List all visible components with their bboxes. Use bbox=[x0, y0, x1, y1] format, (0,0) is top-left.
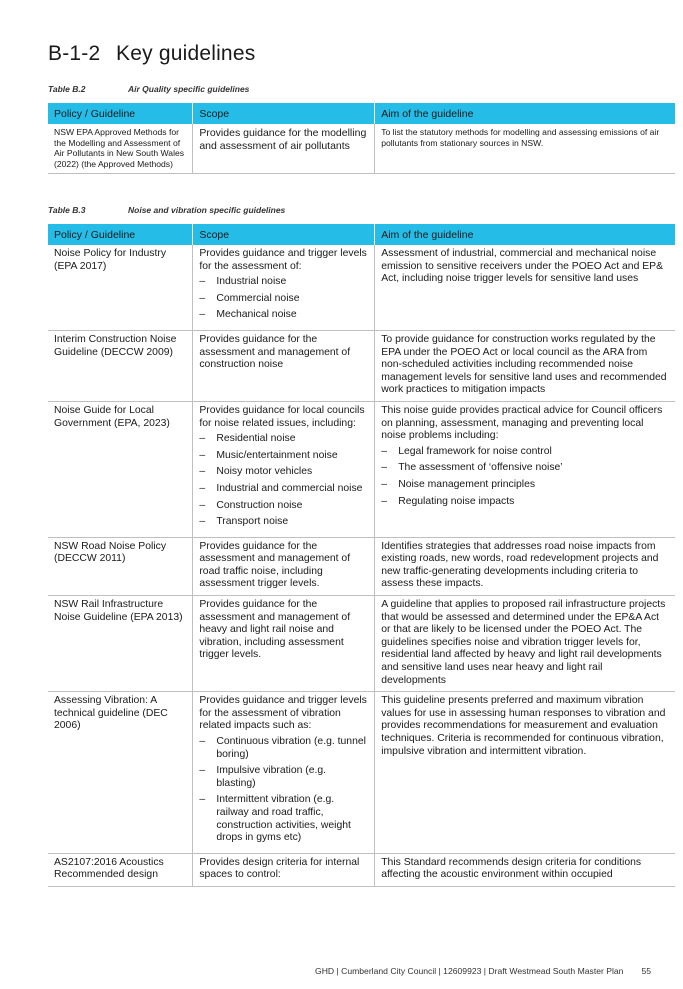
aim-cell bbox=[375, 537, 675, 595]
aim-cell-text: This Standard recommends design criteria for conditions affecting the acoustic environment within occupied bbox=[381, 856, 642, 881]
list-item: – Transport noise bbox=[199, 516, 368, 529]
list-item: – Construction noise bbox=[199, 500, 368, 513]
policy-cell bbox=[48, 853, 193, 886]
table2-caption-id: Table B.3 bbox=[48, 205, 86, 215]
policy-cell-text: NSW Road Noise Policy (DECCW 2011) bbox=[54, 540, 167, 565]
scope-cell bbox=[193, 692, 375, 854]
aim-cell-list bbox=[381, 446, 669, 508]
table-row bbox=[48, 124, 675, 174]
table2-caption-text: Noise and vibration specific guidelines bbox=[128, 205, 286, 215]
list-item: – Noise management principles bbox=[381, 479, 669, 492]
scope-cell-text: Provides design criteria for internal spaces to control: bbox=[199, 856, 360, 881]
aim-cell-text: To provide guidance for construction works regulated by the EPA under the POEO Act or local council as the ARA from non-scheduled activities including recommended noise management levels for sensitive land uses and recommended work practices to mitigation impacts bbox=[381, 333, 667, 396]
policy-cell bbox=[48, 330, 193, 401]
table-row bbox=[48, 853, 675, 886]
scope-cell-list bbox=[199, 433, 368, 529]
scope-cell bbox=[193, 853, 375, 886]
policy-cell-text: Noise Guide for Local Government (EPA, 2023) bbox=[54, 404, 170, 429]
table-row bbox=[48, 692, 675, 854]
page-number: 55 bbox=[641, 966, 651, 976]
policy-cell bbox=[48, 124, 193, 174]
scope-cell-text: Provides guidance for the assessment and management of heavy and light rail noise and vibration, including assessment trigger levels. bbox=[199, 599, 351, 661]
policy-cell-text: Assessing Vibration: A technical guideline (DEC 2006) bbox=[54, 695, 168, 732]
list-item: – Commercial noise bbox=[199, 293, 368, 306]
policy-cell bbox=[48, 537, 193, 595]
table1-caption bbox=[48, 84, 249, 94]
policy-cell bbox=[48, 401, 193, 537]
aim-cell bbox=[375, 401, 675, 537]
aim-cell-text: To list the statutory methods for modelling and assessing emissions of air pollutants from stationary sources in NSW. bbox=[381, 127, 660, 148]
policy-cell-text: Interim Construction Noise Guideline (DECCW 2009) bbox=[54, 333, 177, 358]
list-item: – Continuous vibration (e.g. tunnel boring) bbox=[199, 736, 368, 761]
scope-cell bbox=[193, 401, 375, 537]
table-row bbox=[48, 401, 675, 537]
list-item: – Residential noise bbox=[199, 433, 368, 446]
aim-cell bbox=[375, 596, 675, 692]
policy-cell-text: NSW EPA Approved Methods for the Modelling and Assessment of Air Pollutants in New South Wales (2022) (the Approved Methods) bbox=[54, 127, 185, 169]
aim-cell-text: This guideline presents preferred and maximum vibration values for use in assessing human responses to vibration and provides recommendations for measurement and evaluation techniques. Criteria is recommended for continuous vibration, impulsive vibration and intermittent vibration. bbox=[381, 695, 666, 757]
list-item: – Industrial and commercial noise bbox=[199, 483, 368, 496]
aim-cell-text: Assessment of industrial, commercial and mechanical noise emission to sensitive receivers under the POEO Act and EP& Act, including noise trigger levels for sensitive land uses bbox=[381, 248, 664, 285]
header-aim: Aim of the guideline bbox=[375, 103, 675, 124]
list-item: – Impulsive vibration (e.g. blasting) bbox=[199, 765, 368, 790]
list-item: – Regulating noise impacts bbox=[381, 496, 669, 509]
scope-cell-text: Provides guidance and trigger levels for the assessment of: bbox=[199, 248, 367, 272]
scope-cell-text: Provides guidance for the assessment and management of road traffic noise, including assessment trigger levels. bbox=[199, 540, 351, 590]
table-row bbox=[48, 596, 675, 692]
table-header-row bbox=[48, 103, 675, 124]
list-item: – Legal framework for noise control bbox=[381, 446, 669, 459]
air-quality-table bbox=[48, 103, 675, 174]
scope-cell-text: Provides guidance for the assessment and management of construction noise bbox=[199, 333, 351, 371]
page-footer bbox=[315, 966, 651, 976]
policy-cell bbox=[48, 692, 193, 854]
scope-cell bbox=[193, 537, 375, 595]
table1-caption-id: Table B.2 bbox=[48, 84, 86, 94]
scope-cell-text: Provides guidance and trigger levels for the assessment of vibration related impacts such as: bbox=[199, 695, 367, 732]
table1-caption-text: Air Quality specific guidelines bbox=[128, 84, 250, 94]
table-row bbox=[48, 330, 675, 401]
list-item: – Intermittent vibration (e.g. railway and road traffic, construction activities, weight drops in gyms etc) bbox=[199, 794, 368, 844]
aim-cell bbox=[375, 245, 675, 330]
list-item: – Noisy motor vehicles bbox=[199, 466, 368, 479]
table-header-row bbox=[48, 224, 675, 245]
header-policy: Policy / Guideline bbox=[48, 103, 193, 124]
header-aim: Aim of the guideline bbox=[375, 224, 675, 245]
policy-cell bbox=[48, 245, 193, 330]
aim-cell-text: This noise guide provides practical advice for Council officers on planning, assessment, managing and preventing local noise problems including: bbox=[381, 404, 663, 442]
policy-cell-text: NSW Rail Infrastructure Noise Guideline (EPA 2013) bbox=[54, 599, 183, 623]
aim-cell bbox=[375, 692, 675, 854]
policy-cell-text: Noise Policy for Industry (EPA 2017) bbox=[54, 248, 167, 272]
list-item: – Music/entertainment noise bbox=[199, 450, 368, 463]
aim-cell bbox=[375, 853, 675, 886]
table2-caption bbox=[48, 205, 285, 215]
aim-cell bbox=[375, 330, 675, 401]
header-scope: Scope bbox=[193, 224, 375, 245]
scope-cell-list bbox=[199, 736, 368, 845]
scope-cell bbox=[193, 245, 375, 330]
scope-cell bbox=[193, 330, 375, 401]
section-title: Key guidelines bbox=[116, 42, 256, 65]
scope-cell bbox=[193, 596, 375, 692]
scope-cell-list bbox=[199, 276, 368, 322]
scope-cell bbox=[193, 124, 375, 174]
footer-text: GHD | Cumberland City Council | 12609923 | Draft Westmead South Master Plan bbox=[315, 966, 624, 976]
policy-cell bbox=[48, 596, 193, 692]
aim-cell-text: Identifies strategies that addresses road noise impacts from existing roads, new words, road redevelopment projects and new traffic-generating developments including criteria to assess these impacts. bbox=[381, 540, 659, 590]
header-policy: Policy / Guideline bbox=[48, 224, 193, 245]
scope-cell-text: Provides guidance for the modelling and assessment of air pollutants bbox=[199, 127, 367, 152]
scope-cell-text: Provides guidance for local councils for noise related issues, including: bbox=[199, 404, 365, 429]
header-scope: Scope bbox=[193, 103, 375, 124]
table-row bbox=[48, 245, 675, 330]
table-row bbox=[48, 537, 675, 595]
section-number: B-1-2 bbox=[48, 42, 101, 65]
list-item: – The assessment of ‘offensive noise’ bbox=[381, 462, 669, 475]
list-item: – Industrial noise bbox=[199, 276, 368, 289]
aim-cell bbox=[375, 124, 675, 174]
list-item: – Mechanical noise bbox=[199, 309, 368, 322]
aim-cell-text: A guideline that applies to proposed rail infrastructure projects that would be assessed and determined under the EP&A Act or that are likely to be licensed under the POEO Act. The guidelines specifies noise and vibration trigger levels for, residential land affected by heavy and light rail developments and sensitive land uses near heavy and light rail developments bbox=[381, 599, 666, 686]
section-heading bbox=[48, 42, 255, 66]
noise-vibration-table bbox=[48, 224, 675, 887]
policy-cell-text: AS2107:2016 Acoustics Recommended design bbox=[54, 856, 164, 881]
